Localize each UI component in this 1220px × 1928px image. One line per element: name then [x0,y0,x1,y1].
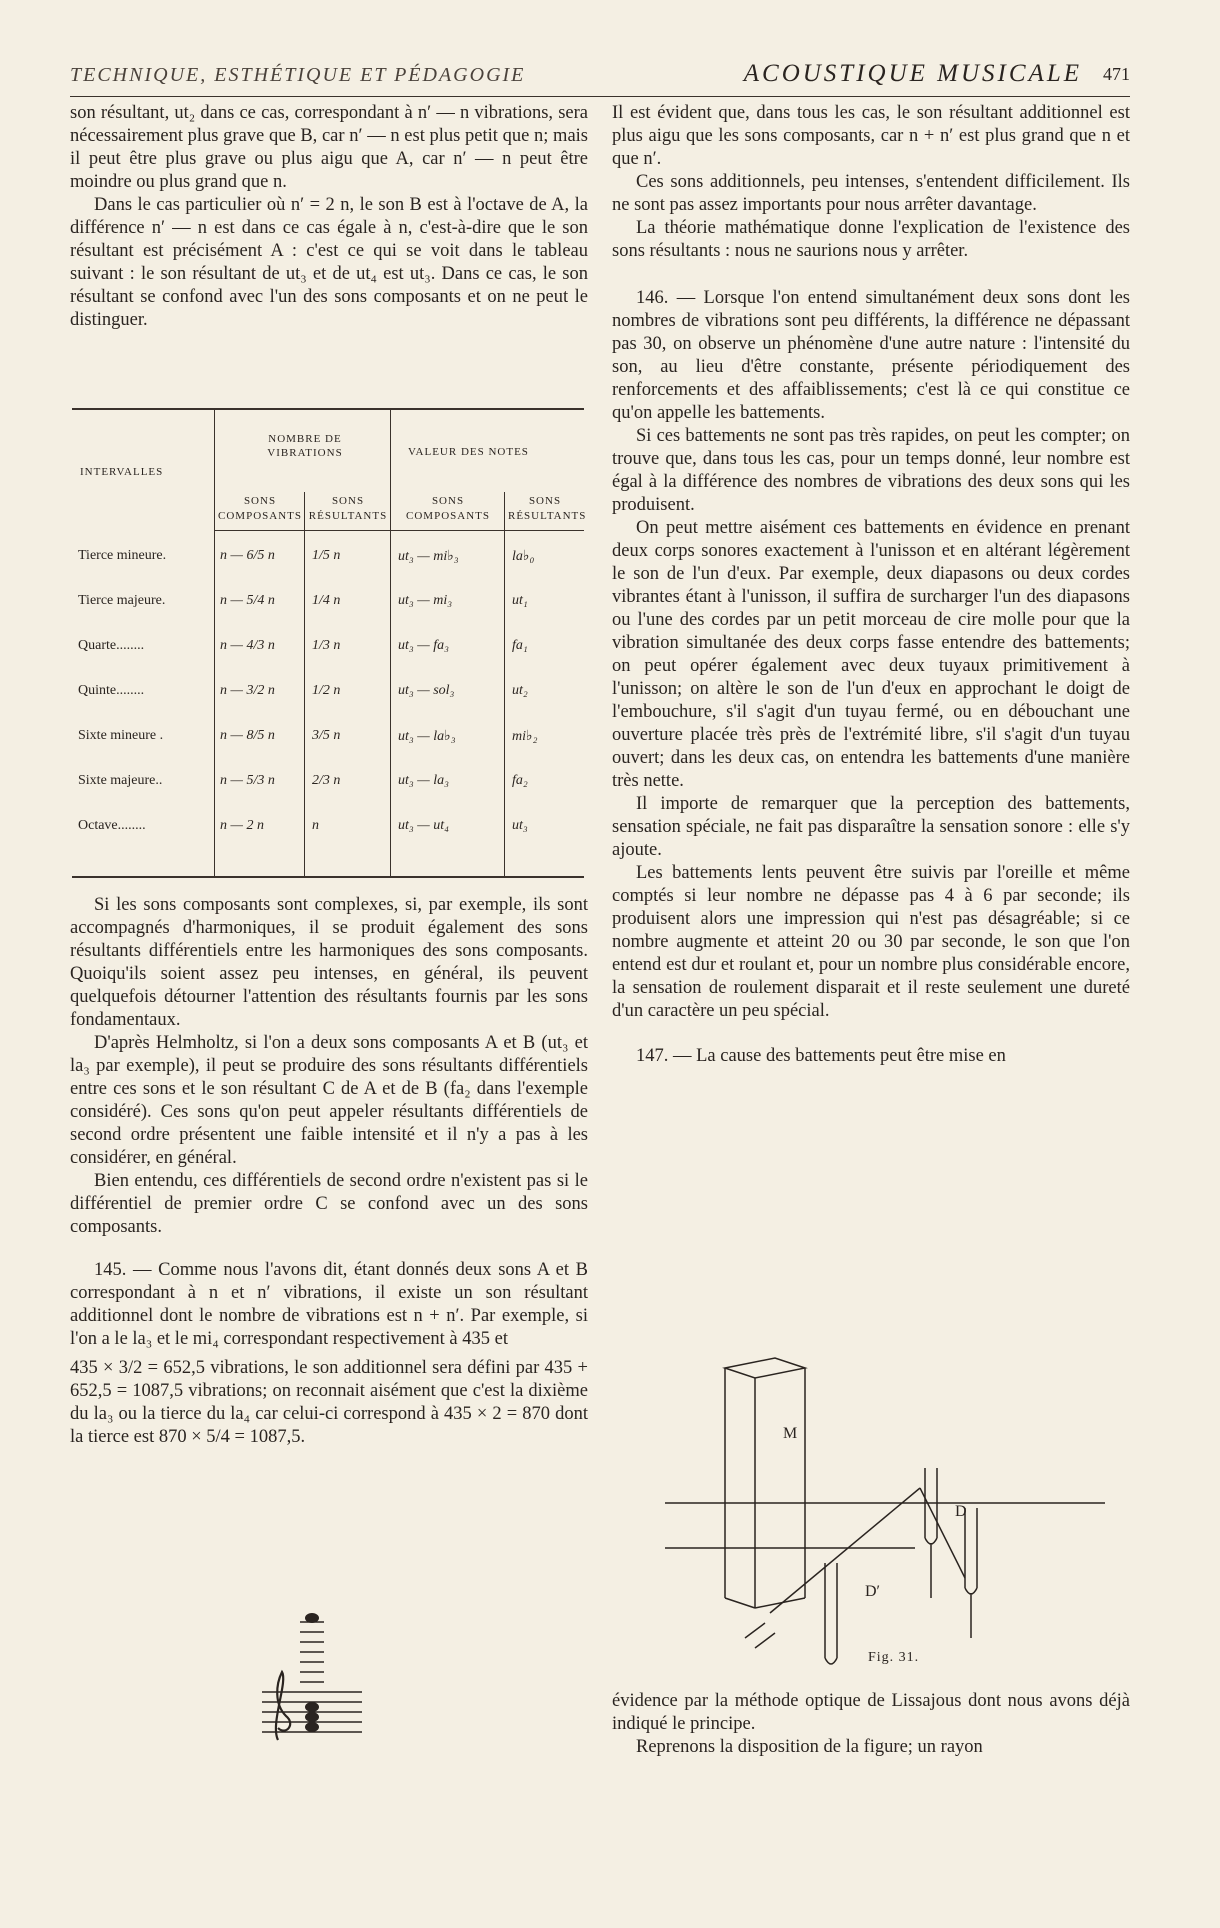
tuning-fork-figure [665,1338,1105,1668]
page-number: 471 [1103,64,1130,84]
table-subheader-rule [214,530,584,531]
table-cell-resultants: 1/5 n [312,548,341,563]
section-145: 145. — Comme nous l'avons dit, étant donnés deux sons A et B correspondant à n et n′ vibrations, il existe un son résultant additionnel dont le nombre de vibrations est n + n′. Par exemple, si l'on a le la₃ et le mi₄ correspondant respectivement à 435 et [70,1260,588,1349]
table-cell-composants: n — 2 n [220,818,264,833]
table-cell-notes: ut₃ — ut₄ [398,818,449,833]
section-147: 147. — La cause des battements peut être mise en [636,1046,1006,1066]
table-cell-composants: n — 8/5 n [220,728,275,743]
paragraph: son résultant, ut₂ dans ce cas, correspondant à n′ — n vibrations, sera nécessairement plus grave que B, car n′ — n est plus petit que n; mais il peut être plus grave ou plus aigu que A, car n′ — n peut être moindre ou plus grand que n. [70,103,588,192]
table-cell-composants: n — 5/3 n [220,773,275,788]
table-cell-composants: n — 3/2 n [220,683,275,698]
paragraph: évidence par la méthode optique de Lissajous dont nous avons déjà indiqué le principe. [612,1691,1130,1734]
table-cell-notes: ut₃ — mi₃ [398,593,453,608]
paragraph: On peut mettre aisément ces battements en évidence en prenant deux corps sonores exactement à l'unisson et en altérant légèrement le son de l'un d'eux. Par exemple, deux diapasons ou deux cordes vibrantes étant à l'unisson, il suffira de surcharger l'un des diapasons ou l'une des cordes par un petit morceau de cire molle pour que la vibration simultanée des deux corps fasse entendre des battements; on peut opérer également avec deux tuyaux primitivement à l'unisson; on altère le son de l'un d'eux en approchant le doigt de l'embouchure, s'il s'agit d'un tuyau fermé, ou en débouchant une ouverture placée très près de l'extrémité libre, s'il s'agit d'un tuyau ouvert; dans les deux cas, on entendra les battements d'une manière très nette. [612,518,1130,791]
page-header [70,62,1130,97]
table-cell-note-resultant: fa₂ [512,773,528,788]
table-cell-resultants: 1/3 n [312,638,341,653]
paragraph: Reprenons la disposition de la figure; un rayon [636,1737,983,1757]
table-cell-note-resultant: ut₂ [512,683,528,698]
figure-label-d: D [955,1503,967,1520]
table-cell-interval: Octave........ [78,818,146,833]
paragraph: Si les sons composants sont complexes, si, par exemple, ils sont accompagnés d'harmoniques, il se produit également des sons résultants différentiels entre les harmoniques des sons composants. Quoiqu'ils soient assez peu intenses, en général, ils peuvent quelquefois détourner l'attention des résultants fournis par les sons fondamentaux. [70,895,588,1030]
figure-caption: Fig. 31. [868,1650,920,1665]
paragraph: Il importe de remarquer que la perception des battements, sensation spéciale, ne fait pas disparaître la sensation sonore : elle s'y ajoute. [612,794,1130,860]
figure-label-d-prime: D′ [865,1583,881,1600]
right-column [612,102,1130,1068]
table-vrule [304,492,305,878]
table-cell-note-resultant: ut₁ [512,593,528,608]
table-cell-interval: Quinte........ [78,683,145,698]
header-nombre-vibrations: NOMBRE DE VIBRATIONS [267,433,343,459]
table-cell-notes: ut₃ — la₃ [398,773,449,788]
table-cell-interval: Tierce majeure. [78,593,166,608]
header-intervalles: INTERVALLES [80,466,164,478]
section-146: 146. — Lorsque l'on entend simultanément deux sons dont les nombres de vibrations sont peu différents, la différence ne dépassant pas 30, on observe un phénomène d'une autre nature : l'intensité du son, au lieu d'être constante, présente périodiquement des renforcements et des affaiblissements; c'est là ce qui constitue ce qu'on appelle les battements. [612,288,1130,423]
table-cell-interval: Sixte majeure.. [78,773,163,788]
table-vrule [390,408,391,878]
paragraph: Si ces battements ne sont pas très rapides, on peut les compter; on trouve que, dans tous les cas, pour un temps donné, leur nombre est égal à la différence des nombres de vibrations des deux sons qui les produisent. [612,426,1130,515]
table-cell-composants: n — 4/3 n [220,638,275,653]
table-cell-resultants: 3/5 n [312,728,341,743]
table-cell-note-resultant: ut₃ [512,818,528,833]
right-column-lower [612,1690,1130,1759]
left-column-lower [70,894,588,1449]
table-cell-note-resultant: mi♭₂ [512,729,538,744]
paragraph: Les battements lents peuvent être suivis par l'oreille et même comptés si leur nombre ne dépasse pas 4 à 6 par seconde; ils produisent alors une impression qui n'est pas désagréable; si ce nombre augmente et atteint 20 ou 30 par seconde, le son que l'on entend est dur et roulant et, pour un nombre plus considérable encore, la sensation de roulement disparait et il reste seulement une dureté d'un caractère un peu spécial. [612,863,1130,1021]
table-cell-interval: Sixte mineure . [78,728,164,743]
subheader-sons-resultants-notes: SONS RÉSULTANTS [508,495,587,522]
intervals-table [72,408,587,878]
paragraph: La théorie mathématique donne l'explication de l'existence des sons résultants : nous ne saurions nous y arrêter. [612,218,1130,261]
header-valeur-notes: VALEUR DES NOTES [408,446,529,458]
paragraph: Ces sons additionnels, peu intenses, s'entendent difficilement. Ils ne sont pas assez importants pour nous arrêter davantage. [612,172,1130,215]
music-notation-figure [252,1612,372,1752]
table-cell-composants: n — 5/4 n [220,593,275,608]
table-bottom-rule [72,876,584,878]
table-cell-note-resultant: fa₁ [512,638,528,653]
paragraph: 435 × 3/2 = 652,5 vibrations, le son additionnel sera défini par 435 + 652,5 = 1087,5 vibrations; on reconnait aisément que c'est la dixième du la₃ ou la tierce du la₄ car celui-ci correspond à 435 × 2 = 870 dont la tierce est 870 × 5/4 = 1087,5. [70,1358,588,1447]
table-cell-resultants: 1/2 n [312,683,341,698]
table-cell-notes: ut₃ — fa₃ [398,638,449,653]
table-cell-resultants: 2/3 n [312,773,341,788]
subheader-sons-composants: SONS COMPOSANTS [218,495,302,522]
header-left-title: TECHNIQUE, ESTHÉTIQUE ET PÉDAGOGIE [70,64,526,86]
table-cell-note-resultant: la♭₀ [512,549,535,564]
table-top-rule [72,408,584,410]
table-cell-notes: ut₃ — la♭₃ [398,729,456,744]
table-cell-interval: Tierce mineure. [78,548,167,563]
figure-label-m: M [783,1425,798,1442]
paragraph: Il est évident que, dans tous les cas, le son résultant additionnel est plus aigu que les sons composants, car n + n′ est plus grand que n et que n′. [612,103,1130,169]
table-cell-interval: Quarte........ [78,638,145,653]
subheader-sons-resultants: SONS RÉSULTANTS [308,495,388,522]
table-cell-resultants: n [312,818,319,833]
left-column [70,102,588,332]
table-cell-resultants: 1/4 n [312,593,341,608]
header-right-title: ACOUSTIQUE MUSICALE [743,60,1082,87]
subheader-sons-composants-notes: SONS COMPOSANTS [406,495,490,522]
table-cell-notes: ut₃ — mi♭₃ [398,549,459,564]
table-cell-composants: n — 6/5 n [220,548,275,563]
table-vrule [214,408,215,878]
paragraph: Bien entendu, ces différentiels de second ordre n'existent pas si le différentiel de premier ordre C se confond avec un des sons composants. [70,1171,588,1237]
table-vrule [504,492,505,878]
paragraph: D'après Helmholtz, si l'on a deux sons composants A et B (ut₃ et la₃ par exemple), il peut se produire des sons résultants différentiels entre ces sons et le son résultant C de A et de B (fa₂ dans l'exemple considéré). Ces sons qu'on peut appeler résultants différentiels de second ordre présentent une faible intensité et il n'y a pas à les considérer, en général. [70,1033,588,1168]
paragraph: Dans le cas particulier où n′ = 2 n, le son B est à l'octave de A, la différence n′ — n est dans ce cas égale à n, c'est-à-dire que le son résultant est précisément A : c'est ce qui se voit dans le tableau suivant : le son résultant de ut₃ et de ut₄ est ut₃. Dans ce cas, le son résultant se confond avec l'un des sons composants et on ne peut le distinguer. [70,195,588,330]
table-cell-notes: ut₃ — sol₃ [398,683,455,698]
